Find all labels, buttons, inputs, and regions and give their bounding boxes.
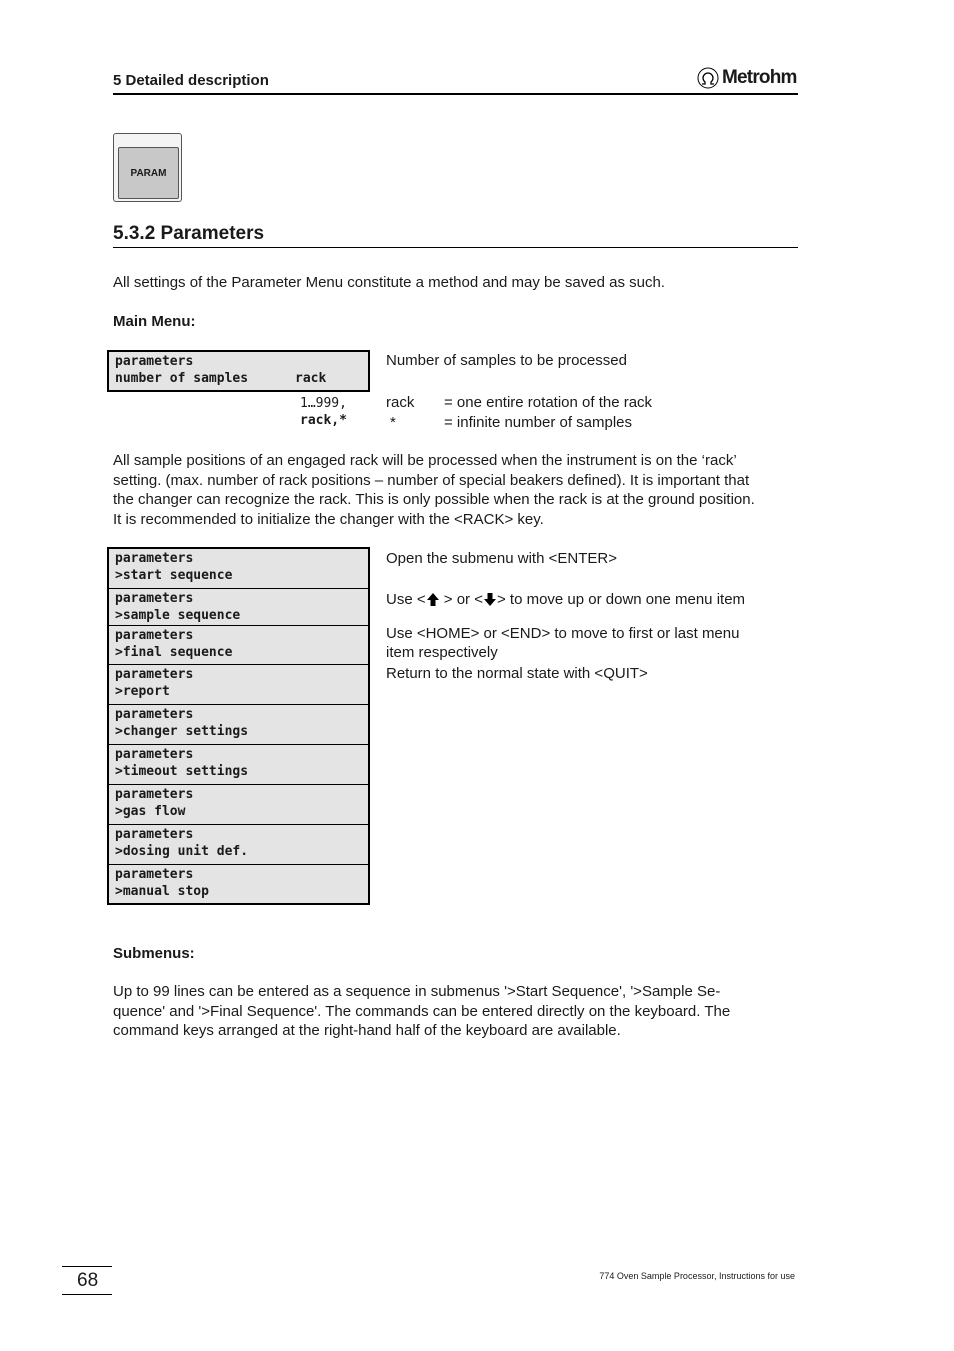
samples-desc-title: Number of samples to be processed (386, 352, 627, 369)
param-key-label: PARAM (118, 147, 179, 199)
menu-item-line2: >timeout settings (115, 764, 249, 779)
range-line: rack,* (300, 413, 347, 428)
paragraph-line: quence' and '>Final Sequence'. The commands can be entered directly on the keyboard. The (113, 1002, 731, 1020)
omega-logo-icon (697, 67, 719, 89)
brand-name: Metrohm (722, 67, 797, 88)
paragraph-line: It is recommended to initialize the changer with the <RACK> key. (113, 510, 544, 528)
menu-item (109, 785, 368, 825)
menu-item (109, 825, 368, 865)
section-heading: 5.3.2 Parameters (113, 223, 265, 244)
brand-logo (697, 66, 797, 90)
parameters-menu-display (107, 547, 370, 905)
menu-item (109, 705, 368, 745)
menu-item-line2: >start sequence (115, 568, 233, 583)
open-submenu-text: Open the submenu with <ENTER> (386, 550, 617, 567)
range-line: 1…999, (300, 396, 347, 411)
navigate-text-mid: > or < (439, 591, 483, 608)
menu-item (109, 745, 368, 785)
menu-item-line2: >final sequence (115, 645, 233, 660)
menu-item-line1: parameters (115, 667, 194, 682)
display-line: parameters (115, 354, 194, 369)
menu-item-line1: parameters (115, 787, 194, 802)
menu-item-line1: parameters (115, 707, 194, 722)
menu-item (109, 665, 368, 705)
paragraph-line: Up to 99 lines can be entered as a sequence in submenus '>Start Sequence', '>Sample Se- (113, 983, 721, 1000)
menu-item (109, 865, 368, 903)
menu-item (109, 549, 368, 589)
paragraph-line: setting. (max. number of rack positions – number of special beakers defined). It is important that (113, 471, 750, 489)
home-end-text (386, 624, 739, 662)
menu-item (109, 626, 368, 665)
menu-item-line2: >changer settings (115, 724, 249, 739)
section-label: 5 Detailed description (113, 72, 269, 89)
menu-item-line2: >dosing unit def. (115, 844, 249, 859)
samples-range (300, 395, 347, 429)
rack-paragraph (113, 451, 798, 529)
navigate-text-pre: Use < (386, 591, 426, 608)
star-value: = infinite number of samples (444, 414, 633, 431)
star-key: * (390, 414, 396, 431)
intro-paragraph: All settings of the Parameter Menu constitute a method and may be saved as such. (113, 274, 665, 291)
menu-item-line1: parameters (115, 747, 194, 762)
arrow-up-icon (426, 592, 440, 607)
arrow-down-icon (483, 592, 497, 607)
paragraph-line: command keys arranged at the right-hand half of the keyboard are available. (113, 1022, 621, 1039)
menu-item-line2: >sample sequence (115, 608, 241, 623)
submenus-label: Submenus: (113, 945, 195, 962)
main-menu-label: Main Menu: (113, 313, 196, 330)
paragraph-line: the changer can recognize the rack. This is only possible when the rack is at the ground position. (113, 491, 755, 508)
menu-item-line1: parameters (115, 628, 194, 643)
footer-rule-top (62, 1266, 112, 1267)
page-number: 68 (77, 1270, 99, 1291)
samples-display (107, 350, 370, 392)
home-end-line: Use <HOME> or <END> to move to first or last menu (386, 625, 740, 642)
footer-note: 774 Oven Sample Processor, Instructions for use (599, 1271, 795, 1281)
display-line: number of samples rack (115, 371, 327, 386)
header-rule (113, 93, 798, 95)
menu-item (109, 589, 368, 626)
return-text: Return to the normal state with <QUIT> (386, 665, 648, 682)
menu-item-line1: parameters (115, 591, 194, 606)
submenus-paragraph (113, 982, 798, 1041)
menu-item-line2: >manual stop (115, 884, 209, 899)
menu-item-line1: parameters (115, 867, 194, 882)
param-key-illustration (113, 133, 182, 202)
rack-value: = one entire rotation of the rack (444, 394, 653, 411)
heading-rule (113, 247, 798, 248)
home-end-line: item respectively (386, 644, 498, 661)
menu-item-line1: parameters (115, 827, 194, 842)
footer-rule (62, 1294, 112, 1295)
menu-item-line1: parameters (115, 551, 194, 566)
menu-item-line2: >report (115, 684, 170, 699)
paragraph-line: All sample positions of an engaged rack will be processed when the instrument is on the ‘rack’ (113, 452, 737, 469)
rack-key: rack (386, 394, 415, 411)
menu-item-line2: >gas flow (115, 804, 186, 819)
navigate-text (386, 590, 745, 609)
navigate-text-post: > to move up or down one menu item (496, 591, 746, 608)
